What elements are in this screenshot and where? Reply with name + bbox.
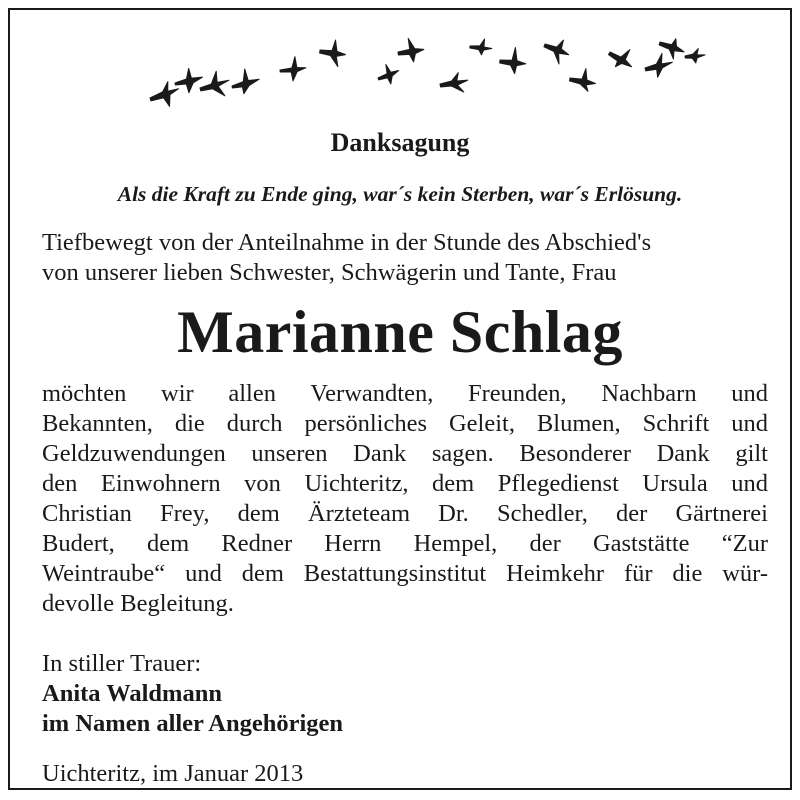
- obituary-frame: [8, 8, 792, 790]
- paragraph-line: Weintraube“ und dem Bestattungsinstitut Heimkehr für die wür-: [42, 560, 768, 587]
- signer-name: Anita Waldmann: [42, 680, 222, 707]
- flock-of-birds-icon: [140, 28, 710, 123]
- paragraph-line: Budert, dem Redner Herrn Hempel, der Gaststätte “Zur: [42, 530, 768, 557]
- paragraph-line: möchten wir allen Verwandten, Freunden, Nachbarn und: [42, 380, 768, 407]
- paragraph-line: Christian Frey, dem Ärzteteam Dr. Schedler, der Gärtnerei: [42, 500, 768, 527]
- intro-line: von unserer lieben Schwester, Schwägerin und Tante, Frau: [42, 259, 617, 286]
- thanks-paragraph: [42, 379, 768, 619]
- page-title: Danksagung: [330, 128, 470, 157]
- paragraph-line: devolle Begleitung.: [42, 590, 234, 617]
- intro-text: [42, 228, 782, 288]
- deceased-name: Marianne Schlag: [177, 299, 623, 365]
- intro-line: Tiefbewegt von der Anteilnahme in der Stunde des Abschied's: [42, 229, 652, 256]
- paragraph-line: Bekannten, die durch persönliches Geleit, Blumen, Schrift und: [42, 410, 768, 437]
- paragraph-line: Geldzuwendungen unseren Dank sagen. Besonderer Dank gilt: [42, 440, 768, 467]
- paragraph-line: den Einwohnern von Uichteritz, dem Pflegedienst Ursula und: [42, 470, 768, 497]
- place-date: Uichteritz, im Januar 2013: [42, 760, 304, 787]
- closing-block: [42, 649, 343, 739]
- on-behalf-line: im Namen aller Angehörigen: [42, 710, 344, 737]
- closing-intro: In stiller Trauer:: [42, 650, 202, 677]
- motto-quote: Als die Kraft zu Ende ging, war´s kein Sterben, war´s Erlösung.: [117, 182, 683, 206]
